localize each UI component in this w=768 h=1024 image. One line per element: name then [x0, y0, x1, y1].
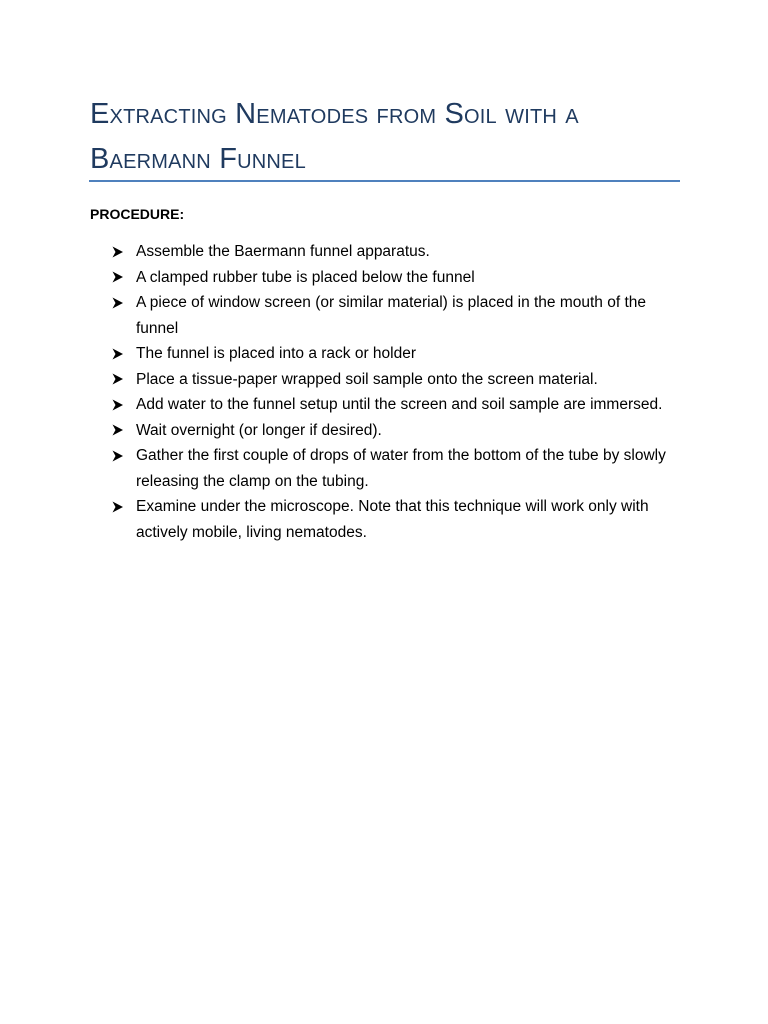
title-underline-rule: [89, 180, 680, 182]
arrowhead-bullet-icon: [112, 494, 128, 520]
procedure-step: [112, 290, 682, 341]
procedure-step: [112, 392, 682, 418]
procedure-step-text: A clamped rubber tube is placed below the funnel: [136, 268, 475, 286]
procedure-step: [112, 367, 682, 393]
procedure-step: [112, 341, 682, 367]
arrowhead-bullet-icon: [112, 418, 128, 444]
procedure-steps-list: [112, 239, 682, 545]
procedure-step: [112, 418, 682, 444]
procedure-step-text: A piece of window screen (or similar material) is placed in the mouth of the funnel: [136, 294, 647, 337]
arrowhead-bullet-icon: [112, 443, 128, 469]
procedure-step-text: Examine under the microscope. Note that this technique will work only with actively mobile, living nematodes.: [136, 498, 649, 541]
procedure-step-text: The funnel is placed into a rack or holder: [136, 345, 417, 362]
arrowhead-bullet-icon: [112, 290, 128, 316]
procedure-step-text: Place a tissue-paper wrapped soil sample onto the screen material.: [136, 370, 598, 388]
procedure-step: [112, 443, 682, 494]
procedure-step: [112, 239, 682, 265]
arrowhead-bullet-icon: [112, 265, 128, 291]
procedure-step-text: Assemble the Baermann funnel apparatus.: [136, 243, 430, 260]
procedure-step-text: Gather the first couple of drops of water from the bottom of the tube by slowly releasing the clamp on the tubing.: [136, 447, 666, 490]
arrowhead-bullet-icon: [112, 367, 128, 393]
procedure-step: [112, 265, 682, 291]
procedure-heading: PROCEDURE:: [90, 206, 185, 222]
document-title: Extracting Nematodes from Soil with a Baermann Funnel: [90, 98, 579, 175]
procedure-step: [112, 494, 682, 545]
arrowhead-bullet-icon: [112, 239, 128, 265]
arrowhead-bullet-icon: [112, 341, 128, 367]
procedure-step-text: Add water to the funnel setup until the screen and soil sample are immersed.: [136, 396, 663, 413]
procedure-step-text: Wait overnight (or longer if desired).: [136, 421, 382, 439]
arrowhead-bullet-icon: [112, 392, 128, 418]
